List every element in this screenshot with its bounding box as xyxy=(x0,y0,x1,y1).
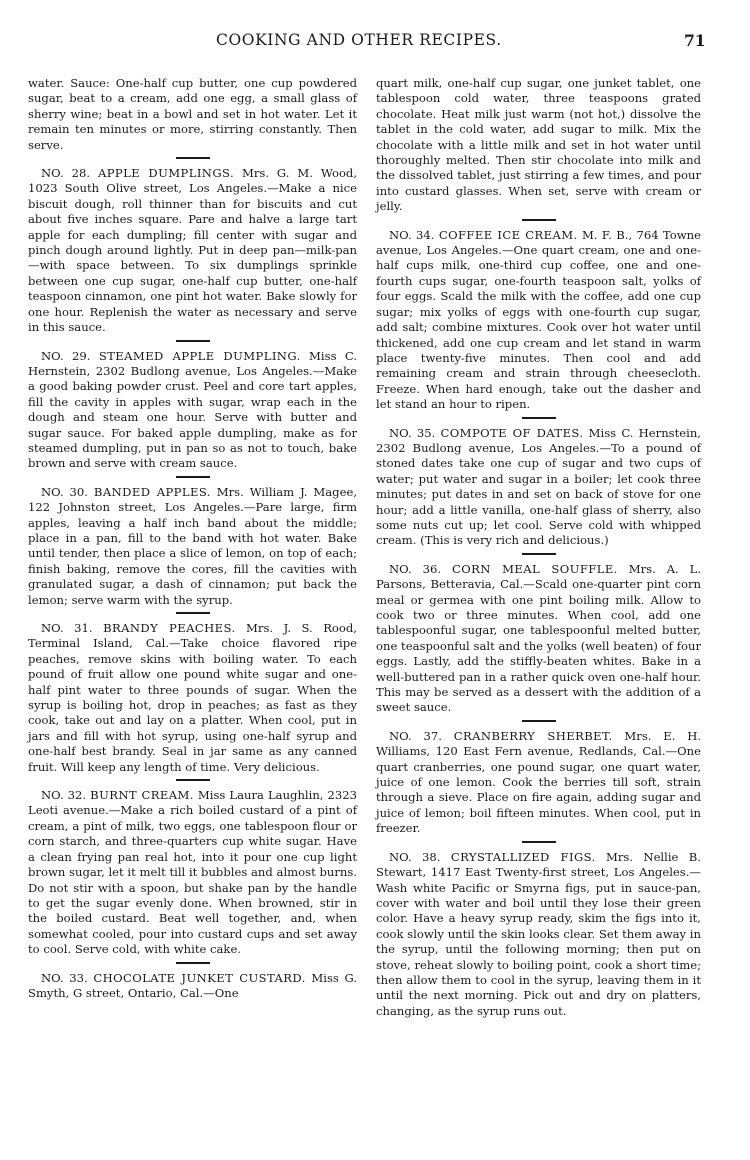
recipe-title: BRANDY PEACHES. xyxy=(103,621,236,635)
recipe-number: NO. 31. xyxy=(41,621,93,635)
recipe-body: Mrs. Nellie B. Stewart, 1417 East Twenty-first street, Los Angeles.—Wash white Pacific or Smyrna figs, put in sauce-pan, cover with water and boil until they lose their green color. Have a heavy syrup ready, skim the figs into it, cook slowly until the skin looks clear. Set them away in the syrup, until the following morning; then put on stove, reheat slowly to boiling point, cook a short time; then allow them to cool in the syrup, leaving them in it until the next morning. Pick out and dry on platters, changing, as the syrup runs out. xyxy=(376,849,701,1018)
recipe-title: APPLE DUMPLINGS. xyxy=(97,166,235,181)
section-divider xyxy=(176,962,210,964)
recipe-title: BURNT CREAM. xyxy=(90,788,194,803)
recipe-body: Mrs. J. S. Rood, Terminal Island, Cal.—Take choice flavored ripe peaches, remove skins with boiling water. To each pound of fruit allow one pound white sugar and one-half pint water to three pounds of sugar. When the syrup is boiling hot, drop in peaches; as fast as they cook, take out and lay on a platter. When cool, put in jars and fill with hot syrup, using one-half syrup and one-half best brandy. Seal in jar same as any canned fruit. Will keep any length of time. Very delicious. xyxy=(28,621,357,774)
recipe-28 xyxy=(28,166,357,335)
recipe-38 xyxy=(376,850,701,1019)
right-column xyxy=(376,76,701,1019)
section-divider xyxy=(176,340,210,342)
section-divider xyxy=(176,612,210,614)
recipe-34 xyxy=(376,228,701,413)
recipe-33 xyxy=(28,971,357,1002)
left-column xyxy=(28,76,357,1001)
recipe-number: NO. 36. xyxy=(389,561,442,576)
recipe-37 xyxy=(376,729,701,837)
page-header xyxy=(0,31,750,53)
recipe-title: CRANBERRY SHERBET. xyxy=(453,728,613,743)
recipe-29 xyxy=(28,349,357,472)
recipe-body: Miss G. Smyth, G street, Ontario, Cal.—One xyxy=(28,970,358,1000)
section-divider xyxy=(522,720,556,722)
recipe-36 xyxy=(376,562,701,716)
recipe-body: Miss C. Hernstein, 2302 Budlong avenue, Los Angeles.—Make a good baking powder crust. Peel and core tart apples, fill the cavity in apples with sugar, wrap each in the dough and steam one hour. Serve with butter and sugar sauce. For baked apple dumpling, make as for steamed dumpling, put in pan so as not to touch, bake brown and serve with cream sauce. xyxy=(28,348,358,471)
recipe-number: NO. 29. xyxy=(41,348,91,363)
recipe-number: NO. 33. xyxy=(41,970,88,985)
running-title: COOKING AND OTHER RECIPES. xyxy=(216,31,502,49)
recipe-number: NO. 35. xyxy=(389,425,436,440)
recipe-body: Miss Laura Laughlin, 2323 Leoti avenue.—Make a rich boiled custard of a pint of cream, a pint of milk, two eggs, one tablespoon flour or corn starch, and three-quarters cup white sugar. Have a clean frying pan real hot, into it pour one cup light brown sugar, let it melt till it bubbles and almost burns. Do not stir with a spoon, but shake pan by the handle to get the sugar evenly done. When browned, stir in the boiled custard. Beat well together, and, when somewhat cooled, pour into custard cups and set away to cool. Serve cold, with white cake. xyxy=(28,788,358,957)
recipe-body: Mrs. G. M. Wood, 1023 South Olive street, Los Angeles.—Make a nice biscuit dough, roll thinner than for biscuits and cut about five inches square. Pare and halve a large tart apple for each dumpling; fill center with sugar and pinch dough around lightly. Put in deep pan—milk-pan—with space between. To six dumplings sprinkle between one cup sugar, one-half cup butter, one-half teaspoon cinnamon, one pint hot water. Bake slowly for one hour. Replenish the water as necessary and serve in this sauce. xyxy=(28,166,358,335)
recipe-title: BANDED APPLES. xyxy=(93,484,211,499)
recipe-title: COFFEE ICE CREAM. xyxy=(438,227,578,242)
recipe-body: Mrs. E. H. Williams, 120 East Fern avenue, Redlands, Cal.—One quart cranberries, one pound sugar, one quart water, juice of one lemon. Cook the berries till soft, strain through a sieve. Place on fire again, adding sugar and juice of lemon; boil fifteen minutes. When cool, put in freezer. xyxy=(376,728,702,836)
section-divider xyxy=(522,553,556,555)
section-divider xyxy=(522,841,556,843)
recipe-number: NO. 28. xyxy=(41,166,91,181)
recipe-number: NO. 34. xyxy=(389,227,435,242)
recipe-35 xyxy=(376,426,701,549)
recipe-title: CHOCOLATE JUNKET CUSTARD. xyxy=(93,970,306,985)
section-divider xyxy=(522,417,556,419)
recipe-30 xyxy=(28,485,357,608)
recipe-number: NO. 37. xyxy=(389,728,442,743)
recipe-title: CRYSTALLIZED FIGS. xyxy=(450,849,596,864)
recipe-body: Miss C. Hernstein, 2302 Budlong avenue, Los Angeles.—To a pound of stoned dates take one cup of sugar and two cups of water; put water and sugar in a boiler; let cook three minutes; put dates in and set on back of stove for one hour; add a little vanilla, one-half glass of sherry, also some nuts cut up; let cool. Serve cold with whipped cream. (This is very rich and delicious.) xyxy=(376,425,701,548)
recipe-title: CORN MEAL SOUFFLE. xyxy=(451,561,618,576)
recipe-title: COMPOTE OF DATES. xyxy=(440,425,584,440)
section-divider xyxy=(176,779,210,781)
recipe-number: NO. 32. xyxy=(41,788,87,803)
recipe-title: STEAMED APPLE DUMPLING. xyxy=(98,348,301,363)
recipe-body: Mrs. William J. Magee, 122 Johnston street, Los Angeles.—Pare large, firm apples, leaving a half inch band about the middle; place in a pan, fill to the band with hot water. Bake until tender, then place a slice of lemon, on top of each; finish baking, remove the cores, fill the cavities with granulated sugar, a dash of cinnamon; put back the lemon; serve warm with the syrup. xyxy=(28,484,358,607)
page-number: 71 xyxy=(684,31,706,50)
recipe-number: NO. 30. xyxy=(41,484,88,499)
continuation-text: quart milk, one-half cup sugar, one junket tablet, one tablespoon cold water, three teaspoons grated chocolate. Heat milk just warm (not hot,) dissolve the tablet in the cold water, add sugar to milk. Mix the chocolate with a little milk and set in hot water until thoroughly melted. Then stir chocolate into milk and the dissolved tablet, just stirring a few times, and pour into custard glasses. When set, serve with cream or jelly. xyxy=(376,76,701,214)
section-divider xyxy=(176,157,210,159)
continuation-text: water. Sauce: One-half cup butter, one cup powdered sugar, beat to a cream, add one egg, a small glass of sherry wine; beat in a bowl and set in hot water. Let it remain ten minutes or more, stirring constantly. Then serve. xyxy=(28,76,357,152)
recipe-31 xyxy=(28,621,357,775)
section-divider xyxy=(522,219,556,221)
recipe-body: M. F. B., 764 Towne avenue, Los Angeles.—One quart cream, one and one-half cups milk, one-third cup coffee, one and one-fourth cups sugar, one-fourth teaspoon salt, yolks of four eggs. Scald the milk with the coffee, add one cup sugar; mix yolks of eggs with one-fourth cup sugar, add salt; combine mixtures. Cook over hot water until thickened, add one cup cream and let stand in warm place twenty-five minutes. Then cool and add remaining cream and strain through cheesecloth. Freeze. When hard enough, take out the dasher and let stand an hour to ripen. xyxy=(376,227,701,412)
section-divider xyxy=(176,476,210,478)
recipe-32 xyxy=(28,788,357,957)
recipe-body: Mrs. A. L. Parsons, Betteravia, Cal.—Scald one-quarter pint corn meal or germea with one pint boiling milk. Allow to cook two or three minutes. When cool, add one tablespoonful sugar, one tablespoonful melted butter, one teaspoonful salt and the yolks (well beaten) of four eggs. Lastly, add the stiffly-beaten whites. Bake in a well-buttered pan in a rather quick oven one-half hour. This may be served as a dessert with the addition of a sweet sauce. xyxy=(376,561,702,715)
recipe-number: NO. 38. xyxy=(389,849,441,864)
